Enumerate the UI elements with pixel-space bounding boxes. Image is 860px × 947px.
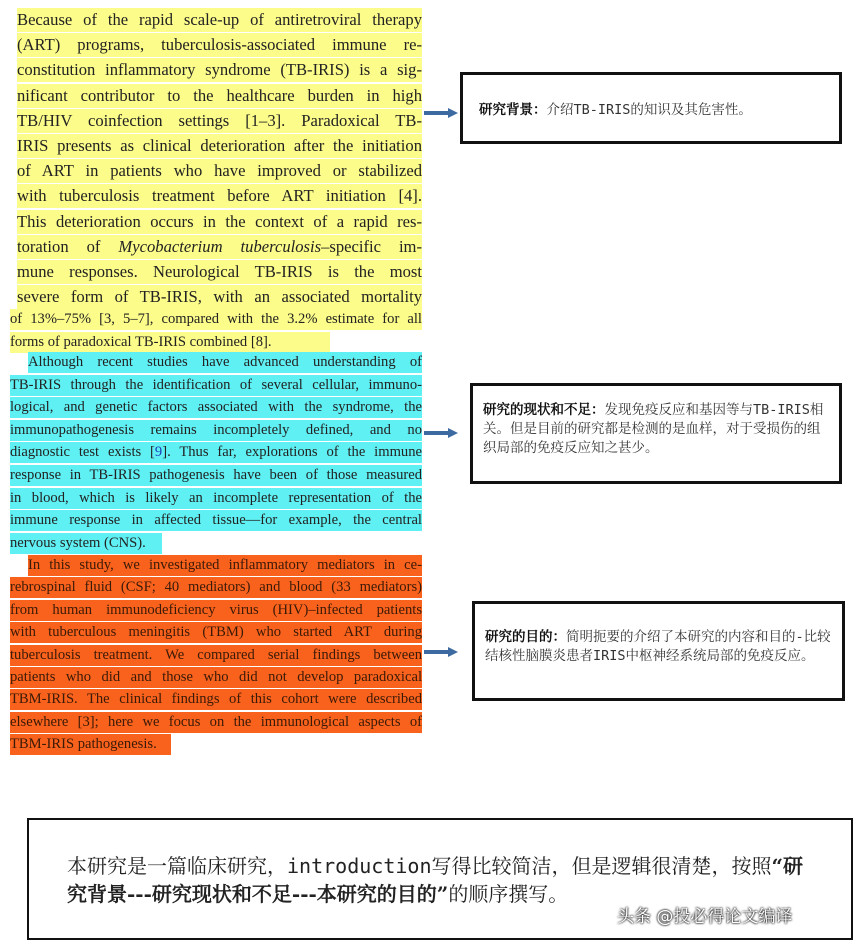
summary-text-end: 的顺序撰写。 (448, 882, 569, 906)
text-line: This deterioration occurs in the context of a rapid res- (17, 210, 422, 234)
text-line: nervous system (CNS). (10, 533, 162, 554)
text-line: (ART) programs, tuberculosis-associated immune re- (17, 33, 422, 57)
note-background (460, 72, 842, 144)
note-status (470, 383, 842, 484)
text-line: Because of the rapid scale-up of antiretroviral therapy (17, 8, 422, 32)
text-line: immunopathogenesis remains incompletely defined, and no (10, 420, 422, 441)
arrow-right-icon (424, 647, 458, 657)
text-line: IRIS presents as clinical deterioration after the initiation (17, 134, 422, 158)
note-text: 发现免疫反应和基因等与TB-IRIS相关。但是目前的研究都是检测的是血样，对于受损伤的组织局部的免疫反应知之甚少。 (483, 402, 824, 456)
text-line: TBM-IRIS. The clinical findings of this cohort were described (10, 689, 422, 710)
text-line: elsewhere [3]; here we focus on the immunological aspects of (10, 712, 422, 733)
arrow-right-icon (424, 428, 458, 438)
text-line: constitution inflammatory syndrome (TB-IRIS) is a sig- (17, 58, 422, 82)
summary-text: 本研究是一篇临床研究，introduction写得比较简洁，但是逻辑很清楚，按照 (67, 854, 772, 878)
note-text: 简明扼要的介绍了本研究的内容和目的-比较结核性脑膜炎患者IRIS中枢神经系统局部的免疫反应。 (485, 629, 831, 664)
text-line: of 13%–75% [3, 5–7], compared with the 3.2% estimate for all (10, 309, 422, 330)
note-aim (472, 601, 845, 701)
note-title: 研究背景： (479, 102, 547, 118)
arrow-right-icon (424, 108, 458, 118)
note-title: 研究的目的： (485, 629, 566, 645)
note-title: 研究的现状和不足： (483, 402, 605, 418)
text-line: from human immunodeficiency virus (HIV)–infected patients (10, 600, 422, 621)
text-line: rebrospinal fluid (CSF; 40 mediators) and blood (33 mediators) (10, 577, 422, 598)
text-line: In this study, we investigated inflammatory mediators in ce- (28, 555, 422, 576)
text-line: with tuberculous meningitis (TBM) who started ART during (10, 622, 422, 643)
text-line: diagnostic test exists [9]. Thus far, explorations of the immune (10, 442, 422, 463)
text-line: Although recent studies have advanced understanding of (28, 352, 422, 373)
text-line: patients who did and those who did not develop paradoxical (10, 667, 422, 688)
text-line: TB-IRIS through the identification of several cellular, immuno- (10, 375, 422, 396)
text-line: TBM-IRIS pathogenesis. (10, 734, 171, 755)
note-text: 介绍TB-IRIS的知识及其危害性。 (546, 102, 752, 118)
text-line: mune responses. Neurological TB-IRIS is the most (17, 260, 422, 284)
text-line: in blood, which is likely an incomplete representation of the (10, 488, 422, 509)
text-line: immune response in affected tissue—for example, the central (10, 510, 422, 531)
text-line: forms of paradoxical TB-IRIS combined [8]. (10, 332, 330, 353)
text-line: nificant contributor to the healthcare burden in high (17, 84, 422, 108)
text-line: tuberculosis treatment. We compared serial findings between (10, 645, 422, 666)
text-line: toration of Mycobacterium tuberculosis–specific im- (17, 235, 422, 259)
watermark: 头条 @投必得论文编译 (617, 907, 793, 927)
text-line: logical, and genetic factors associated with the syndrome, the (10, 397, 422, 418)
text-line: with tuberculosis treatment before ART initiation [4]. (17, 184, 422, 208)
text-line: severe form of TB-IRIS, with an associated mortality (17, 285, 422, 309)
text-line: TB/HIV coinfection settings [1–3]. Paradoxical TB- (17, 109, 422, 133)
text-line: of ART in patients who have improved or stabilized (17, 159, 422, 183)
text-line: response in TB-IRIS pathogenesis have been of those measured (10, 465, 422, 486)
summary-emphasis: “研究背景---研究现状和不足---本研究的目的” (67, 854, 804, 906)
